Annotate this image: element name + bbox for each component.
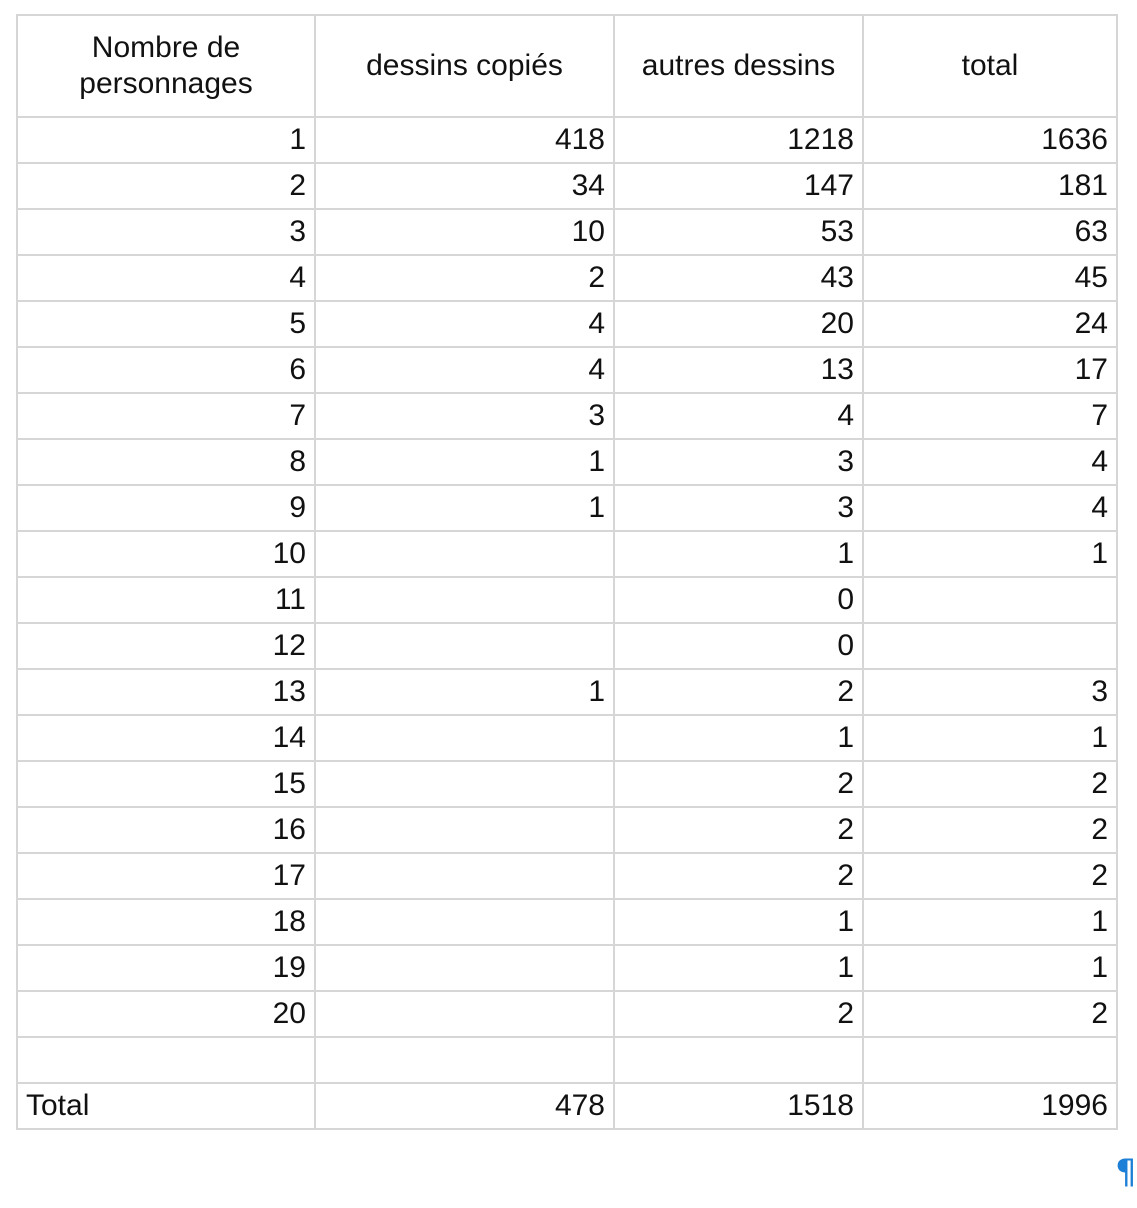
table-row	[17, 255, 1117, 301]
table-cell-autres-dessins[interactable]: 2	[614, 853, 863, 899]
table-row	[17, 301, 1117, 347]
table-cell-autres-dessins[interactable]: 2	[614, 807, 863, 853]
table-row	[17, 347, 1117, 393]
table-cell-personnages[interactable]: 13	[17, 669, 315, 715]
header-cell-dessins-copies[interactable]: dessins copiés	[315, 15, 614, 117]
table-cell-dessins-copies[interactable]	[315, 715, 614, 761]
table-cell-dessins-copies[interactable]: 2	[315, 255, 614, 301]
table-cell-personnages[interactable]: 1	[17, 117, 315, 163]
table-row	[17, 209, 1117, 255]
header-cell-personnages[interactable]: Nombre de personnages	[17, 15, 315, 117]
table-cell-total[interactable]: 2	[863, 761, 1117, 807]
table-cell-autres-dessins[interactable]: 4	[614, 393, 863, 439]
table-row	[17, 761, 1117, 807]
table-cell-autres-dessins[interactable]: 1	[614, 531, 863, 577]
table-cell-dessins-copies[interactable]	[315, 899, 614, 945]
table-cell-dessins-copies[interactable]	[315, 761, 614, 807]
table-cell-dessins-copies[interactable]: 1	[315, 669, 614, 715]
table-cell-dessins-copies[interactable]	[315, 623, 614, 669]
table-cell-total[interactable]: 4	[863, 485, 1117, 531]
table-cell-total[interactable]: 1	[863, 945, 1117, 991]
total-label-cell[interactable]: Total	[17, 1083, 315, 1129]
table-cell-autres-dessins[interactable]: 1218	[614, 117, 863, 163]
table-cell-autres-dessins[interactable]: 3	[614, 485, 863, 531]
table-cell-dessins-copies[interactable]	[315, 945, 614, 991]
table-cell-autres-dessins[interactable]: 43	[614, 255, 863, 301]
table-cell-dessins-copies[interactable]: 1	[315, 485, 614, 531]
table-row	[17, 485, 1117, 531]
table-row	[17, 669, 1117, 715]
table-cell-dessins-copies[interactable]: 10	[315, 209, 614, 255]
table-cell-autres-dessins[interactable]: 0	[614, 577, 863, 623]
table-cell-personnages[interactable]: 14	[17, 715, 315, 761]
table-cell-total[interactable]: 7	[863, 393, 1117, 439]
table-cell-personnages[interactable]: 18	[17, 899, 315, 945]
table-cell-personnages[interactable]: 17	[17, 853, 315, 899]
table-cell-autres-dessins[interactable]: 1	[614, 899, 863, 945]
table-cell-dessins-copies[interactable]: 4	[315, 347, 614, 393]
table-row	[17, 577, 1117, 623]
table-cell-autres-dessins[interactable]: 2	[614, 761, 863, 807]
table-cell-dessins-copies[interactable]	[315, 991, 614, 1037]
table-row	[17, 853, 1117, 899]
table-row	[17, 393, 1117, 439]
table-cell-personnages[interactable]: 20	[17, 991, 315, 1037]
header-cell-total[interactable]: total	[863, 15, 1117, 117]
total-dessins-copies-cell[interactable]: 478	[315, 1083, 614, 1129]
table-cell-total[interactable]: 2	[863, 991, 1117, 1037]
table-cell-total[interactable]: 45	[863, 255, 1117, 301]
table-cell-personnages[interactable]: 12	[17, 623, 315, 669]
table-cell-total[interactable]: 1	[863, 531, 1117, 577]
table-cell-total[interactable]: 63	[863, 209, 1117, 255]
table-cell-personnages[interactable]: 5	[17, 301, 315, 347]
table-row	[17, 117, 1117, 163]
table-row	[17, 531, 1117, 577]
table-row	[17, 439, 1117, 485]
table-cell-personnages[interactable]: 16	[17, 807, 315, 853]
table-row	[17, 899, 1117, 945]
table-cell[interactable]	[17, 1037, 315, 1083]
table-row	[17, 715, 1117, 761]
table-cell-personnages[interactable]: 6	[17, 347, 315, 393]
total-autres-dessins-cell[interactable]: 1518	[614, 1083, 863, 1129]
table-cell-total[interactable]: 2	[863, 853, 1117, 899]
table-cell-total[interactable]: 3	[863, 669, 1117, 715]
table-cell-total[interactable]: 2	[863, 807, 1117, 853]
table-cell-personnages[interactable]: 8	[17, 439, 315, 485]
table-body	[17, 117, 1117, 1129]
table-row	[17, 945, 1117, 991]
table-cell-autres-dessins[interactable]: 2	[614, 669, 863, 715]
table-cell-autres-dessins[interactable]: 147	[614, 163, 863, 209]
table-cell-autres-dessins[interactable]: 3	[614, 439, 863, 485]
table-cell-dessins-copies[interactable]: 3	[315, 393, 614, 439]
header-row	[17, 15, 1117, 117]
total-row	[17, 1083, 1117, 1129]
table-cell-total[interactable]: 1636	[863, 117, 1117, 163]
table-cell-personnages[interactable]: 7	[17, 393, 315, 439]
table-cell-total[interactable]: 1	[863, 899, 1117, 945]
table-cell-dessins-copies[interactable]: 418	[315, 117, 614, 163]
blank-row	[17, 1037, 1117, 1083]
table-cell-autres-dessins[interactable]: 0	[614, 623, 863, 669]
table-cell-personnages[interactable]: 3	[17, 209, 315, 255]
table-cell-total[interactable]: 4	[863, 439, 1117, 485]
table-row	[17, 623, 1117, 669]
table-cell-personnages[interactable]: 11	[17, 577, 315, 623]
table-cell-personnages[interactable]: 4	[17, 255, 315, 301]
total-total-cell[interactable]: 1996	[863, 1083, 1117, 1129]
table-cell[interactable]	[614, 1037, 863, 1083]
header-cell-autres-dessins[interactable]: autres dessins	[614, 15, 863, 117]
table-cell-total[interactable]	[863, 623, 1117, 669]
table-cell-dessins-copies[interactable]	[315, 853, 614, 899]
table-cell-personnages[interactable]: 2	[17, 163, 315, 209]
table-cell-autres-dessins[interactable]: 1	[614, 945, 863, 991]
table-row	[17, 807, 1117, 853]
table-cell-dessins-copies[interactable]	[315, 531, 614, 577]
table-cell-dessins-copies[interactable]: 1	[315, 439, 614, 485]
table-cell[interactable]	[315, 1037, 614, 1083]
table-cell-personnages[interactable]: 9	[17, 485, 315, 531]
table-cell-total[interactable]: 1	[863, 715, 1117, 761]
pilcrow-icon: ¶	[1115, 1152, 1137, 1192]
table-cell-total[interactable]: 17	[863, 347, 1117, 393]
table-cell-dessins-copies[interactable]	[315, 577, 614, 623]
table-cell-autres-dessins[interactable]: 1	[614, 715, 863, 761]
table-cell-dessins-copies[interactable]	[315, 807, 614, 853]
table-cell-total[interactable]	[863, 577, 1117, 623]
table-row	[17, 163, 1117, 209]
table-cell-total[interactable]: 24	[863, 301, 1117, 347]
table-cell-dessins-copies[interactable]: 34	[315, 163, 614, 209]
table-cell-autres-dessins[interactable]: 2	[614, 991, 863, 1037]
table-row	[17, 991, 1117, 1037]
table-cell-autres-dessins[interactable]: 20	[614, 301, 863, 347]
table-cell[interactable]	[863, 1037, 1117, 1083]
table-cell-personnages[interactable]: 19	[17, 945, 315, 991]
table-cell-dessins-copies[interactable]: 4	[315, 301, 614, 347]
table-cell-autres-dessins[interactable]: 13	[614, 347, 863, 393]
table-cell-autres-dessins[interactable]: 53	[614, 209, 863, 255]
data-table	[16, 14, 1118, 1130]
table-cell-total[interactable]: 181	[863, 163, 1117, 209]
table-cell-personnages[interactable]: 15	[17, 761, 315, 807]
table-cell-personnages[interactable]: 10	[17, 531, 315, 577]
